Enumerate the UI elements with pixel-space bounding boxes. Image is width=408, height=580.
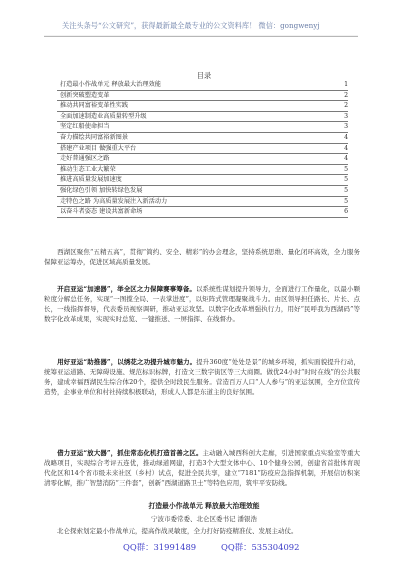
qq-group-right: QQ群：535304092: [221, 542, 300, 552]
paragraph-amplifier: 借力亚运“放大器”，抓住常态化机打造首善之区。主动融入城西科创大走廊，引进国家重点实验室等重大战略项目，实现综合考评五连优，推动绿道网建，打造3个大型文体中心、10个健身公园，创建省首批体育现代化区和14个省市级未来社区（乡村）试点，促进全民共享，建立“7181”防疫应急指挥机制，开展信访积案清零化解，推广智慧消防“三件套”，创新“西湖道路卫士”等特色应用，筑牢平安防线。: [44, 449, 361, 488]
qq-group-left: QQ群：31991489: [123, 542, 197, 552]
paragraph-lead: 开启亚运“加速器”，举全区之力保障赛事筹备。: [57, 285, 196, 293]
toc-entry-title: 搭建产业项目 做强重大平台: [60, 144, 137, 152]
page-footer: [0, 541, 408, 557]
toc-entry-page: 4: [344, 133, 348, 141]
page-header: [0, 0, 408, 58]
toc-entry-title: 推动生态工业大繁荣: [60, 165, 116, 173]
toc-entry-page: 6: [344, 208, 348, 216]
toc-entry[interactable]: [57, 197, 348, 208]
toc-entry-title: 推进高质量发展加速度: [60, 176, 122, 184]
toc-entry-title: 走特色之路 为高质量发展注入新活动力: [60, 197, 168, 205]
toc-entry-title: 打造最小作战单元 释放最大治理效能: [60, 81, 161, 88]
section-title: 打造最小作战单元 释放最大治理效能: [148, 502, 260, 510]
closing-paragraph: 北仑探索划定最小作战单元，提高作战灵敏度，全力打好防疫精准仗、发展主动仗。: [57, 527, 298, 535]
toc-entry[interactable]: [57, 80, 348, 91]
header-notice[interactable]: 关注头条号“公文研究”，获得最新最全最专业的公文资料库！ 微信：gongwenyj: [62, 21, 320, 30]
toc-entry[interactable]: [57, 165, 348, 176]
toc-entry-page: 2: [344, 91, 348, 99]
toc-entry-page: 4: [344, 144, 348, 152]
toc-entry-title: 创新突破塑造变革: [60, 91, 110, 99]
toc-entry-page: 4: [344, 155, 348, 163]
toc-entry[interactable]: [57, 144, 348, 155]
toc-entry-title: 以奋斗者姿态 建设共富新命场: [60, 208, 143, 216]
header-rule: [44, 36, 358, 37]
toc-entry-page: 1: [344, 81, 348, 88]
toc-entry[interactable]: [57, 175, 348, 186]
toc-entry[interactable]: [57, 133, 348, 144]
toc-entry[interactable]: [57, 154, 348, 165]
toc-entry[interactable]: [57, 122, 348, 133]
author-byline: 宁波市委常委、北仑区委书记 潘银浩: [150, 515, 258, 523]
toc-entry[interactable]: [57, 186, 348, 197]
toc-entry-title: 全面加速制造业高质量转型升级: [60, 112, 147, 120]
toc-entry-page: 5: [344, 165, 348, 173]
toc-entry-title: 坚定红船使命担当: [60, 123, 110, 131]
toc-entry[interactable]: [57, 91, 348, 102]
paragraph-booster: 用好亚运“助推器”，以绣花之功提升城市魅力。提升360度“处处是景”的城乡环境，抓实面貌提升行动，统筹亚运道路、无障碍设施、规范标识标牌，打造文三数字街区等三大商圈。做优24小时“时时在线”的公共服务，建成幸福西湖民生综合体20个，提供全时段民生服务。营造百万人口“人人参与”的亚运氛围，全方位宣传造势，企事业单位和村社持续积极联动，形成人人都是东道主的良好氛围。: [44, 358, 360, 397]
toc-entry[interactable]: [57, 101, 348, 112]
toc-entry-page: 3: [344, 123, 348, 131]
toc-title: 目录: [196, 71, 212, 80]
toc-entry-page: 5: [344, 197, 348, 205]
intro-paragraph: 西湖区聚焦“五精五高”，贯彻“简约、安全、精彩”的办会理念，坚持系统思维、量化闭环高效，全力服务保障亚运筹办，促进区域高质量发展。: [44, 248, 360, 267]
paragraph-lead: 用好亚运“助推器”，以绣花之功提升城市魅力。: [57, 358, 197, 366]
toc-entry-page: 5: [344, 186, 348, 194]
toc-entry[interactable]: [57, 112, 348, 123]
toc-entry[interactable]: [57, 207, 348, 218]
paragraph-acceleration: 开启亚运“加速器”，举全区之力保障赛事筹备。以系统性谋划提升领导力，全面进行工作量化，以最小颗粒度分解总任务，实现“一图揽全局、一表掌进度”，以矩阵式管理凝聚战斗力。由区领导担任路长、片长、点长，一线指挥督导，代表委员视察调研，推动亚运攻坚。以数字化改革增强执行力，用好“民呼我为西湖码”等数字化改革成果，实现实时总览、一键推送、一屏指挥、在线督办。: [44, 285, 360, 324]
toc-entry-page: 3: [344, 112, 348, 120]
toc-entry-title: 强化绿色引领 加快转绿色发展: [60, 186, 143, 194]
toc-entry-title: 推动共同富裕变革性实践: [60, 102, 129, 110]
paragraph-lead: 借力亚运“放大器”，抓住常态化机打造首善之区。: [57, 449, 203, 457]
toc-entry-page: 2: [344, 102, 348, 110]
toc-entry-page: 5: [344, 176, 348, 184]
toc-entry-title: 走好普通强区之路: [60, 155, 110, 163]
toc-entry-title: 奋力描绘共同富裕新图景: [60, 133, 129, 141]
table-of-contents: [57, 80, 348, 218]
